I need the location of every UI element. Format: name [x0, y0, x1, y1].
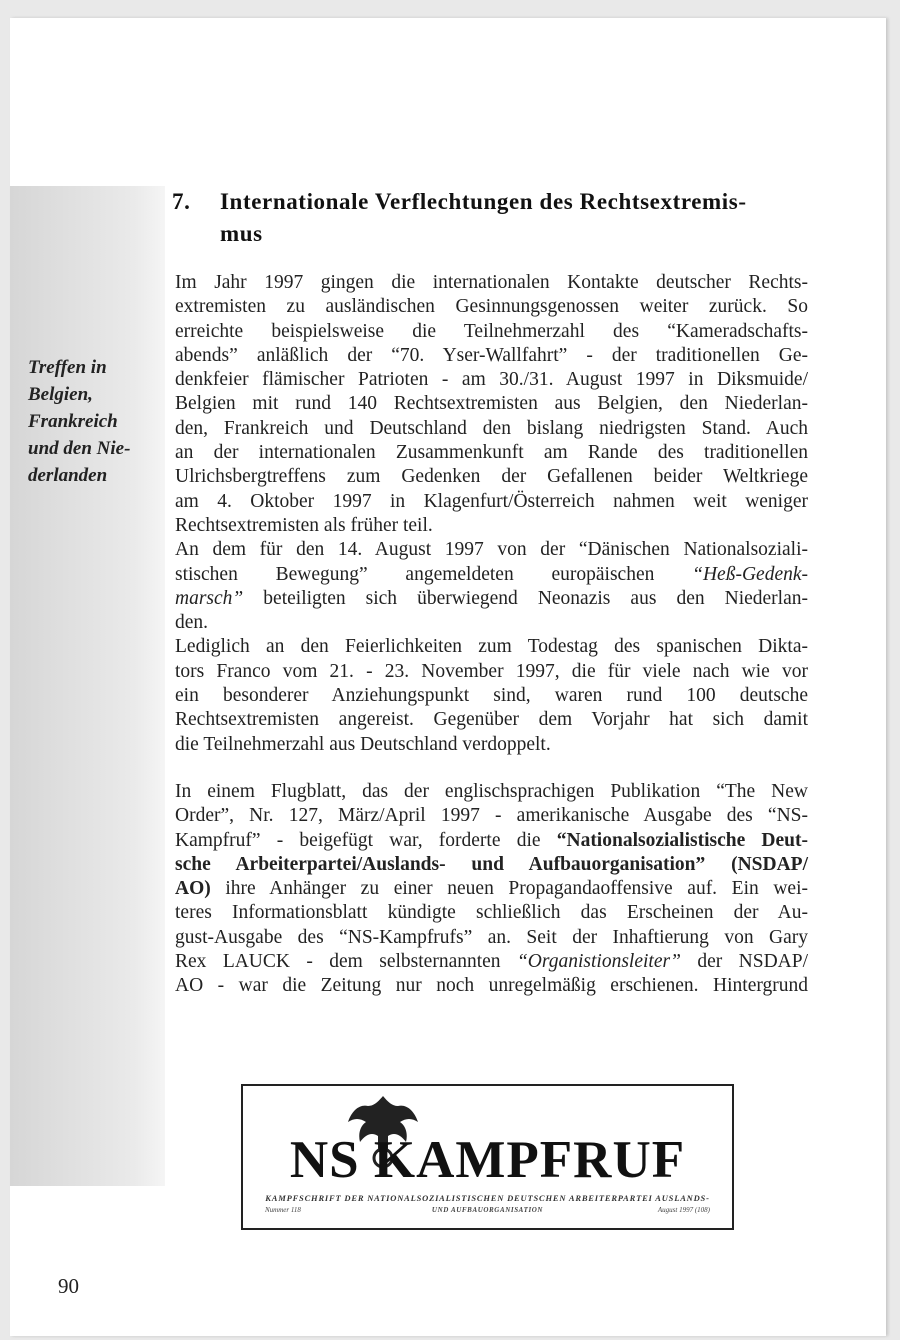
section-heading [172, 186, 812, 250]
text-line: Rechtsextremisten angereist. Gegenüber dem Vorjahr hat sich damit [175, 709, 808, 731]
text-line: am 4. Oktober 1997 in Klagenfurt/Österreich nahmen weit weniger [175, 490, 808, 512]
text-line: ein besonderer Anziehungspunkt sind, waren rund 100 deutsche [175, 685, 808, 707]
text-line: Order”, Nr. 127, März/April 1997 - amerikanische Ausgabe des “NS- [175, 805, 808, 827]
text-line: Belgien mit rund 140 Rechtsextremisten aus Belgien, den Niederlan- [175, 393, 808, 415]
paragraph-4 [175, 780, 808, 999]
text-span: Rex LAUCK - dem selbsternannten [175, 951, 517, 973]
text-span: ihre Anhänger zu einer neuen Propagandaoffensive auf. Ein wei- [210, 878, 808, 900]
margin-shading [10, 186, 165, 1186]
document-page [10, 18, 886, 1336]
text-line: abends” anläßlich der “70. Yser-Wallfahrt” - der traditionellen Ge- [175, 344, 808, 366]
margin-note [28, 354, 158, 489]
issue-number: Nummer 118 [265, 1206, 301, 1214]
text-line: AO - war die Zeitung nur noch unregelmäßig erschienen. Hintergrund [175, 975, 808, 997]
margin-note-line: und den Nie- [28, 438, 131, 459]
text-line [175, 587, 808, 611]
text-line: den, Frankreich und Deutschland den bislang niedrigsten Stand. Auch [175, 417, 808, 439]
bold-span: “Nationalsozialistische Deut- [556, 829, 808, 851]
masthead-title: NS KAMPFRUF [289, 1131, 686, 1189]
paragraph-2 [175, 538, 808, 635]
text-line: Lediglich an den Feierlichkeiten zum Todestag des spanischen Dikta- [175, 636, 808, 658]
text-span: Kampfruf” - beigefügt war, forderte die [175, 829, 557, 851]
bold-span: sche Arbeiterpartei/Auslands- und Aufbauorganisation” (NSDAP/ [175, 853, 808, 875]
section-number: 7. [172, 189, 191, 214]
bold-span: AO) [175, 878, 211, 900]
text-line [175, 853, 808, 877]
ns-kampfruf-masthead [241, 1084, 734, 1230]
text-line: Rechtsextremisten als früher teil. [175, 514, 433, 536]
text-line: Im Jahr 1997 gingen die internationalen Kontakte deutscher Rechts- [175, 272, 808, 293]
emphasis-span: marsch” [175, 587, 244, 609]
text-line: erreichte beispielsweise die Teilnehmerzahl des “Kameradschafts- [175, 320, 808, 342]
text-line: den. [175, 612, 209, 634]
text-line: An dem für den 14. August 1997 von der “Dänischen Nationalsoziali- [175, 539, 808, 561]
text-line: die Teilnehmerzahl aus Deutschland verdoppelt. [175, 733, 551, 755]
section-title-line1: Internationale Verflechtungen des Rechtsextremis- [220, 189, 747, 214]
text-line: denkfeier flämischer Patrioten - am 30./31. August 1997 in Diksmuide/ [175, 369, 808, 391]
margin-note-line: Belgien, [28, 384, 93, 405]
text-line: an der internationalen Zusammenkunft am Rande des traditionellen [175, 442, 808, 464]
margin-note-line: derlanden [28, 465, 108, 486]
text-span: der NSDAP/ [680, 951, 808, 973]
masthead-subtitle2: UND AUFBAUORGANISATION [431, 1206, 544, 1214]
margin-note-line: Frankreich [28, 411, 118, 432]
text-line: gust-Ausgabe des “NS-Kampfrufs” an. Seit der Inhaftierung von Gary [175, 926, 808, 948]
text-line [175, 950, 808, 974]
page-number: 90 [58, 1274, 79, 1298]
paragraph-1 [175, 271, 808, 538]
emphasis-span: “Heß-Gedenk- [692, 563, 808, 585]
text-span: stischen Bewegung” angemeldeten europäischen [175, 563, 693, 585]
text-line: tors Franco vom 21. - 23. November 1997, die für viele nach wie vor [175, 660, 808, 682]
text-line: teres Informationsblatt kündigte schließlich das Erscheinen der Au- [175, 902, 808, 924]
issue-date: August 1997 (108) [657, 1206, 710, 1214]
text-line: Ulrichsbergtreffens zum Gedenken der Gefallenen beider Weltkriege [175, 466, 808, 488]
margin-note-line: Treffen in [28, 357, 107, 378]
emphasis-span: “Organistionsleiter” [516, 951, 681, 973]
paragraph-3 [175, 635, 808, 756]
text-line [175, 877, 808, 901]
body-text [175, 271, 808, 999]
text-line [175, 563, 808, 587]
masthead-subtitle: KAMPFSCHRIFT DER NATIONALSOZIALISTISCHEN DEUTSCHEN ARBEITERPARTEI AUSLANDS- [265, 1193, 710, 1203]
section-title-line2: mus [220, 221, 263, 246]
text-line [175, 829, 808, 853]
text-span: beteiligten sich überwiegend Neonazis aus den Niederlan- [243, 587, 808, 609]
text-line: In einem Flugblatt, das der englischsprachigen Publikation “The New [175, 780, 808, 802]
text-line: extremisten zu ausländischen Gesinnungsgenossen weiter zurück. So [175, 296, 808, 318]
